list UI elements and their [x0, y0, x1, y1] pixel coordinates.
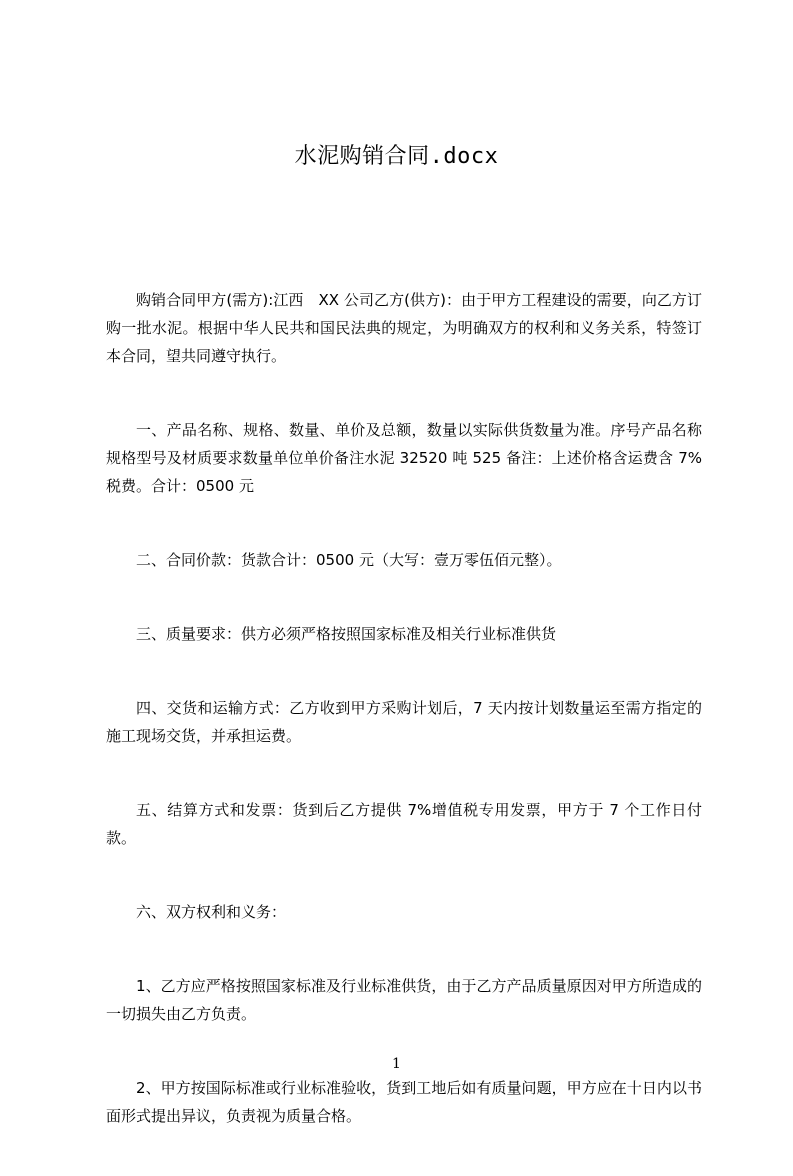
paragraph-preamble: 购销合同甲方(需方):江西 XX 公司乙方(供方)：由于甲方工程建设的需要，向乙方订购一批水泥。根据中华人民共和国民法典的规定，为明确双方的权利和义务关系，特签订本合同，望共同遵守执行。 [106, 291, 702, 365]
paragraph-section-6-rights: 六、双方权利和义务： [136, 903, 287, 921]
paragraph-clause-1: 1、乙方应严格按照国家标准及行业标准供货，由于乙方产品质量原因对甲方所造成的一切损失由乙方负责。 [106, 977, 702, 1023]
paragraph-clause-2: 2、甲方按国际标准或行业标准验收，货到工地后如有质量问题，甲方应在十日内以书面形式提出异议，负责视为质量合格。 [106, 1079, 702, 1125]
paragraph-section-1-product: 一、产品名称、规格、数量、单价及总额，数量以实际供货数量为准。序号产品名称规格型号及材质要求数量单位单价备注水泥 32520 吨 525 备注：上述价格含运费含 7%税费。合计：0500 元 [106, 421, 702, 495]
paragraph-section-4-delivery: 四、交货和运输方式：乙方收到甲方采购计划后，7 天内按计划数量运至需方指定的施工现场交货，并承担运费。 [106, 699, 702, 745]
paragraph-section-5-settlement: 五、结算方式和发票：货到后乙方提供 7%增值税专用发票，甲方于 7 个工作日付款。 [106, 801, 702, 847]
document-body [106, 286, 702, 1176]
page-number: 1 [392, 1056, 401, 1072]
paragraph-section-2-price: 二、合同价款：货款合计：0500 元（大写：壹万零伍佰元整）。 [136, 551, 562, 569]
paragraph-section-3-quality: 三、质量要求：供方必须严格按照国家标准及相关行业标准供货 [136, 625, 557, 643]
document-title: 水泥购销合同.docx [294, 144, 499, 169]
